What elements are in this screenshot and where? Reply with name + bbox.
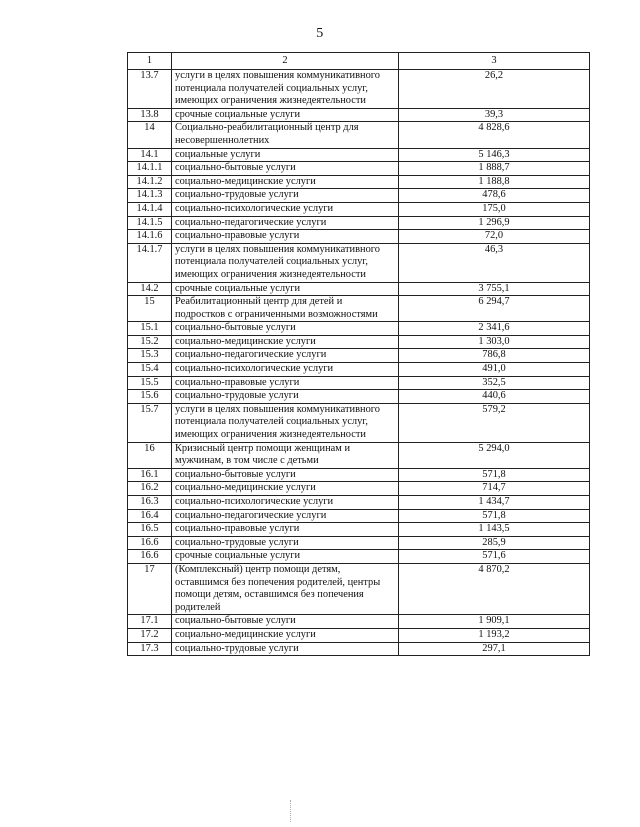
service-value: 352,5 (399, 376, 590, 390)
row-number: 14.1.4 (128, 202, 172, 216)
row-number: 14.1.2 (128, 175, 172, 189)
service-name: социально-медицинские услуги (172, 175, 399, 189)
service-name: срочные социальные услуги (172, 550, 399, 564)
table-row (128, 216, 590, 230)
table-row (128, 628, 590, 642)
table-row (128, 550, 590, 564)
row-number: 16.3 (128, 496, 172, 510)
table-row (128, 468, 590, 482)
service-name: социально-бытовые услуги (172, 162, 399, 176)
row-number: 14.1.6 (128, 230, 172, 244)
service-name: социально-бытовые услуги (172, 322, 399, 336)
service-value: 1 909,1 (399, 615, 590, 629)
table-row (128, 243, 590, 282)
row-number: 14.1 (128, 148, 172, 162)
row-number: 17.3 (128, 642, 172, 656)
row-number: 15.3 (128, 349, 172, 363)
table-row (128, 563, 590, 614)
row-number: 15.6 (128, 390, 172, 404)
row-number: 16.1 (128, 468, 172, 482)
table-row (128, 70, 590, 109)
service-value: 1 888,7 (399, 162, 590, 176)
service-value: 4 828,6 (399, 122, 590, 148)
table-row (128, 615, 590, 629)
table-row (128, 509, 590, 523)
column-header-3: 3 (399, 53, 590, 70)
services-table (127, 52, 590, 656)
row-number: 16.2 (128, 482, 172, 496)
row-number: 16.6 (128, 536, 172, 550)
service-name: услуги в целях повышения коммуникативного потенциала получателей социальных услуг, имеющих ограничения жизнедеятельности (172, 243, 399, 282)
service-value: 72,0 (399, 230, 590, 244)
scan-artifact-mark (290, 800, 291, 822)
table-row (128, 403, 590, 442)
row-number: 15 (128, 296, 172, 322)
row-number: 15.4 (128, 363, 172, 377)
service-name: срочные социальные услуги (172, 108, 399, 122)
service-name: услуги в целях повышения коммуникативного потенциала получателей социальных услуг, имеющих ограничения жизнедеятельности (172, 70, 399, 109)
row-number: 17.2 (128, 628, 172, 642)
row-number: 14.1.3 (128, 189, 172, 203)
service-value: 714,7 (399, 482, 590, 496)
table-row (128, 349, 590, 363)
service-value: 39,3 (399, 108, 590, 122)
service-name: социально-правовые услуги (172, 230, 399, 244)
table-body (128, 70, 590, 656)
service-name: социально-бытовые услуги (172, 615, 399, 629)
column-header-2: 2 (172, 53, 399, 70)
row-number: 15.2 (128, 335, 172, 349)
table-row (128, 162, 590, 176)
service-value: 26,2 (399, 70, 590, 109)
service-value: 1 193,2 (399, 628, 590, 642)
service-value: 440,6 (399, 390, 590, 404)
service-name: социально-медицинские услуги (172, 482, 399, 496)
table-row (128, 642, 590, 656)
service-value: 297,1 (399, 642, 590, 656)
row-number: 17 (128, 563, 172, 614)
service-name: (Комплексный) центр помощи детям, оставшимся без попечения родителей, центры помощи детям, оставшимся без попечения родителей (172, 563, 399, 614)
table-row (128, 322, 590, 336)
service-name: социально-медицинские услуги (172, 628, 399, 642)
table-row (128, 296, 590, 322)
table-row (128, 496, 590, 510)
table-row (128, 189, 590, 203)
row-number: 17.1 (128, 615, 172, 629)
service-value: 175,0 (399, 202, 590, 216)
row-number: 16 (128, 442, 172, 468)
table-row (128, 122, 590, 148)
row-number: 14.1.7 (128, 243, 172, 282)
row-number: 15.7 (128, 403, 172, 442)
service-name: социально-правовые услуги (172, 376, 399, 390)
table-row (128, 282, 590, 296)
service-name: социальные услуги (172, 148, 399, 162)
service-value: 1 188,8 (399, 175, 590, 189)
table-row (128, 390, 590, 404)
service-value: 3 755,1 (399, 282, 590, 296)
row-number: 14 (128, 122, 172, 148)
service-name: социально-психологические услуги (172, 363, 399, 377)
service-name: социально-педагогические услуги (172, 509, 399, 523)
row-number: 13.8 (128, 108, 172, 122)
service-name: социально-трудовые услуги (172, 390, 399, 404)
service-name: социально-трудовые услуги (172, 536, 399, 550)
service-name: социально-педагогические услуги (172, 349, 399, 363)
table-row (128, 148, 590, 162)
service-name: Реабилитационный центр для детей и подростков с ограниченными возможностями (172, 296, 399, 322)
service-value: 579,2 (399, 403, 590, 442)
table-row (128, 335, 590, 349)
row-number: 13.7 (128, 70, 172, 109)
service-value: 571,6 (399, 550, 590, 564)
service-value: 5 146,3 (399, 148, 590, 162)
service-name: социально-бытовые услуги (172, 468, 399, 482)
service-name: срочные социальные услуги (172, 282, 399, 296)
service-value: 1 296,9 (399, 216, 590, 230)
service-name: социально-трудовые услуги (172, 642, 399, 656)
service-value: 2 341,6 (399, 322, 590, 336)
service-value: 478,6 (399, 189, 590, 203)
table-row (128, 376, 590, 390)
service-value: 6 294,7 (399, 296, 590, 322)
service-name: Социально-реабилитационный центр для несовершеннолетних (172, 122, 399, 148)
service-value: 1 143,5 (399, 523, 590, 537)
service-value: 571,8 (399, 468, 590, 482)
service-name: социально-трудовые услуги (172, 189, 399, 203)
service-name: социально-правовые услуги (172, 523, 399, 537)
service-value: 491,0 (399, 363, 590, 377)
table-header (128, 53, 590, 70)
service-value: 571,8 (399, 509, 590, 523)
table-row (128, 202, 590, 216)
table-row (128, 230, 590, 244)
service-name: социально-психологические услуги (172, 202, 399, 216)
service-name: социально-педагогические услуги (172, 216, 399, 230)
row-number: 14.2 (128, 282, 172, 296)
service-value: 4 870,2 (399, 563, 590, 614)
service-value: 46,3 (399, 243, 590, 282)
row-number: 16.6 (128, 550, 172, 564)
table-row (128, 482, 590, 496)
table-row (128, 523, 590, 537)
row-number: 16.4 (128, 509, 172, 523)
row-number: 14.1.5 (128, 216, 172, 230)
row-number: 15.5 (128, 376, 172, 390)
service-value: 285,9 (399, 536, 590, 550)
service-name: социально-медицинские услуги (172, 335, 399, 349)
service-value: 1 434,7 (399, 496, 590, 510)
header-row (128, 53, 590, 70)
column-header-1: 1 (128, 53, 172, 70)
service-value: 786,8 (399, 349, 590, 363)
row-number: 15.1 (128, 322, 172, 336)
page-number: 5 (316, 26, 324, 41)
table-row (128, 175, 590, 189)
service-name: Кризисный центр помощи женщинам и мужчинам, в том числе с детьми (172, 442, 399, 468)
row-number: 14.1.1 (128, 162, 172, 176)
table-row (128, 363, 590, 377)
row-number: 16.5 (128, 523, 172, 537)
table-row (128, 536, 590, 550)
service-name: услуги в целях повышения коммуникативного потенциала получателей социальных услуг, имеющих ограничения жизнедеятельности (172, 403, 399, 442)
table-row (128, 442, 590, 468)
table-row (128, 108, 590, 122)
service-value: 1 303,0 (399, 335, 590, 349)
service-name: социально-психологические услуги (172, 496, 399, 510)
service-value: 5 294,0 (399, 442, 590, 468)
